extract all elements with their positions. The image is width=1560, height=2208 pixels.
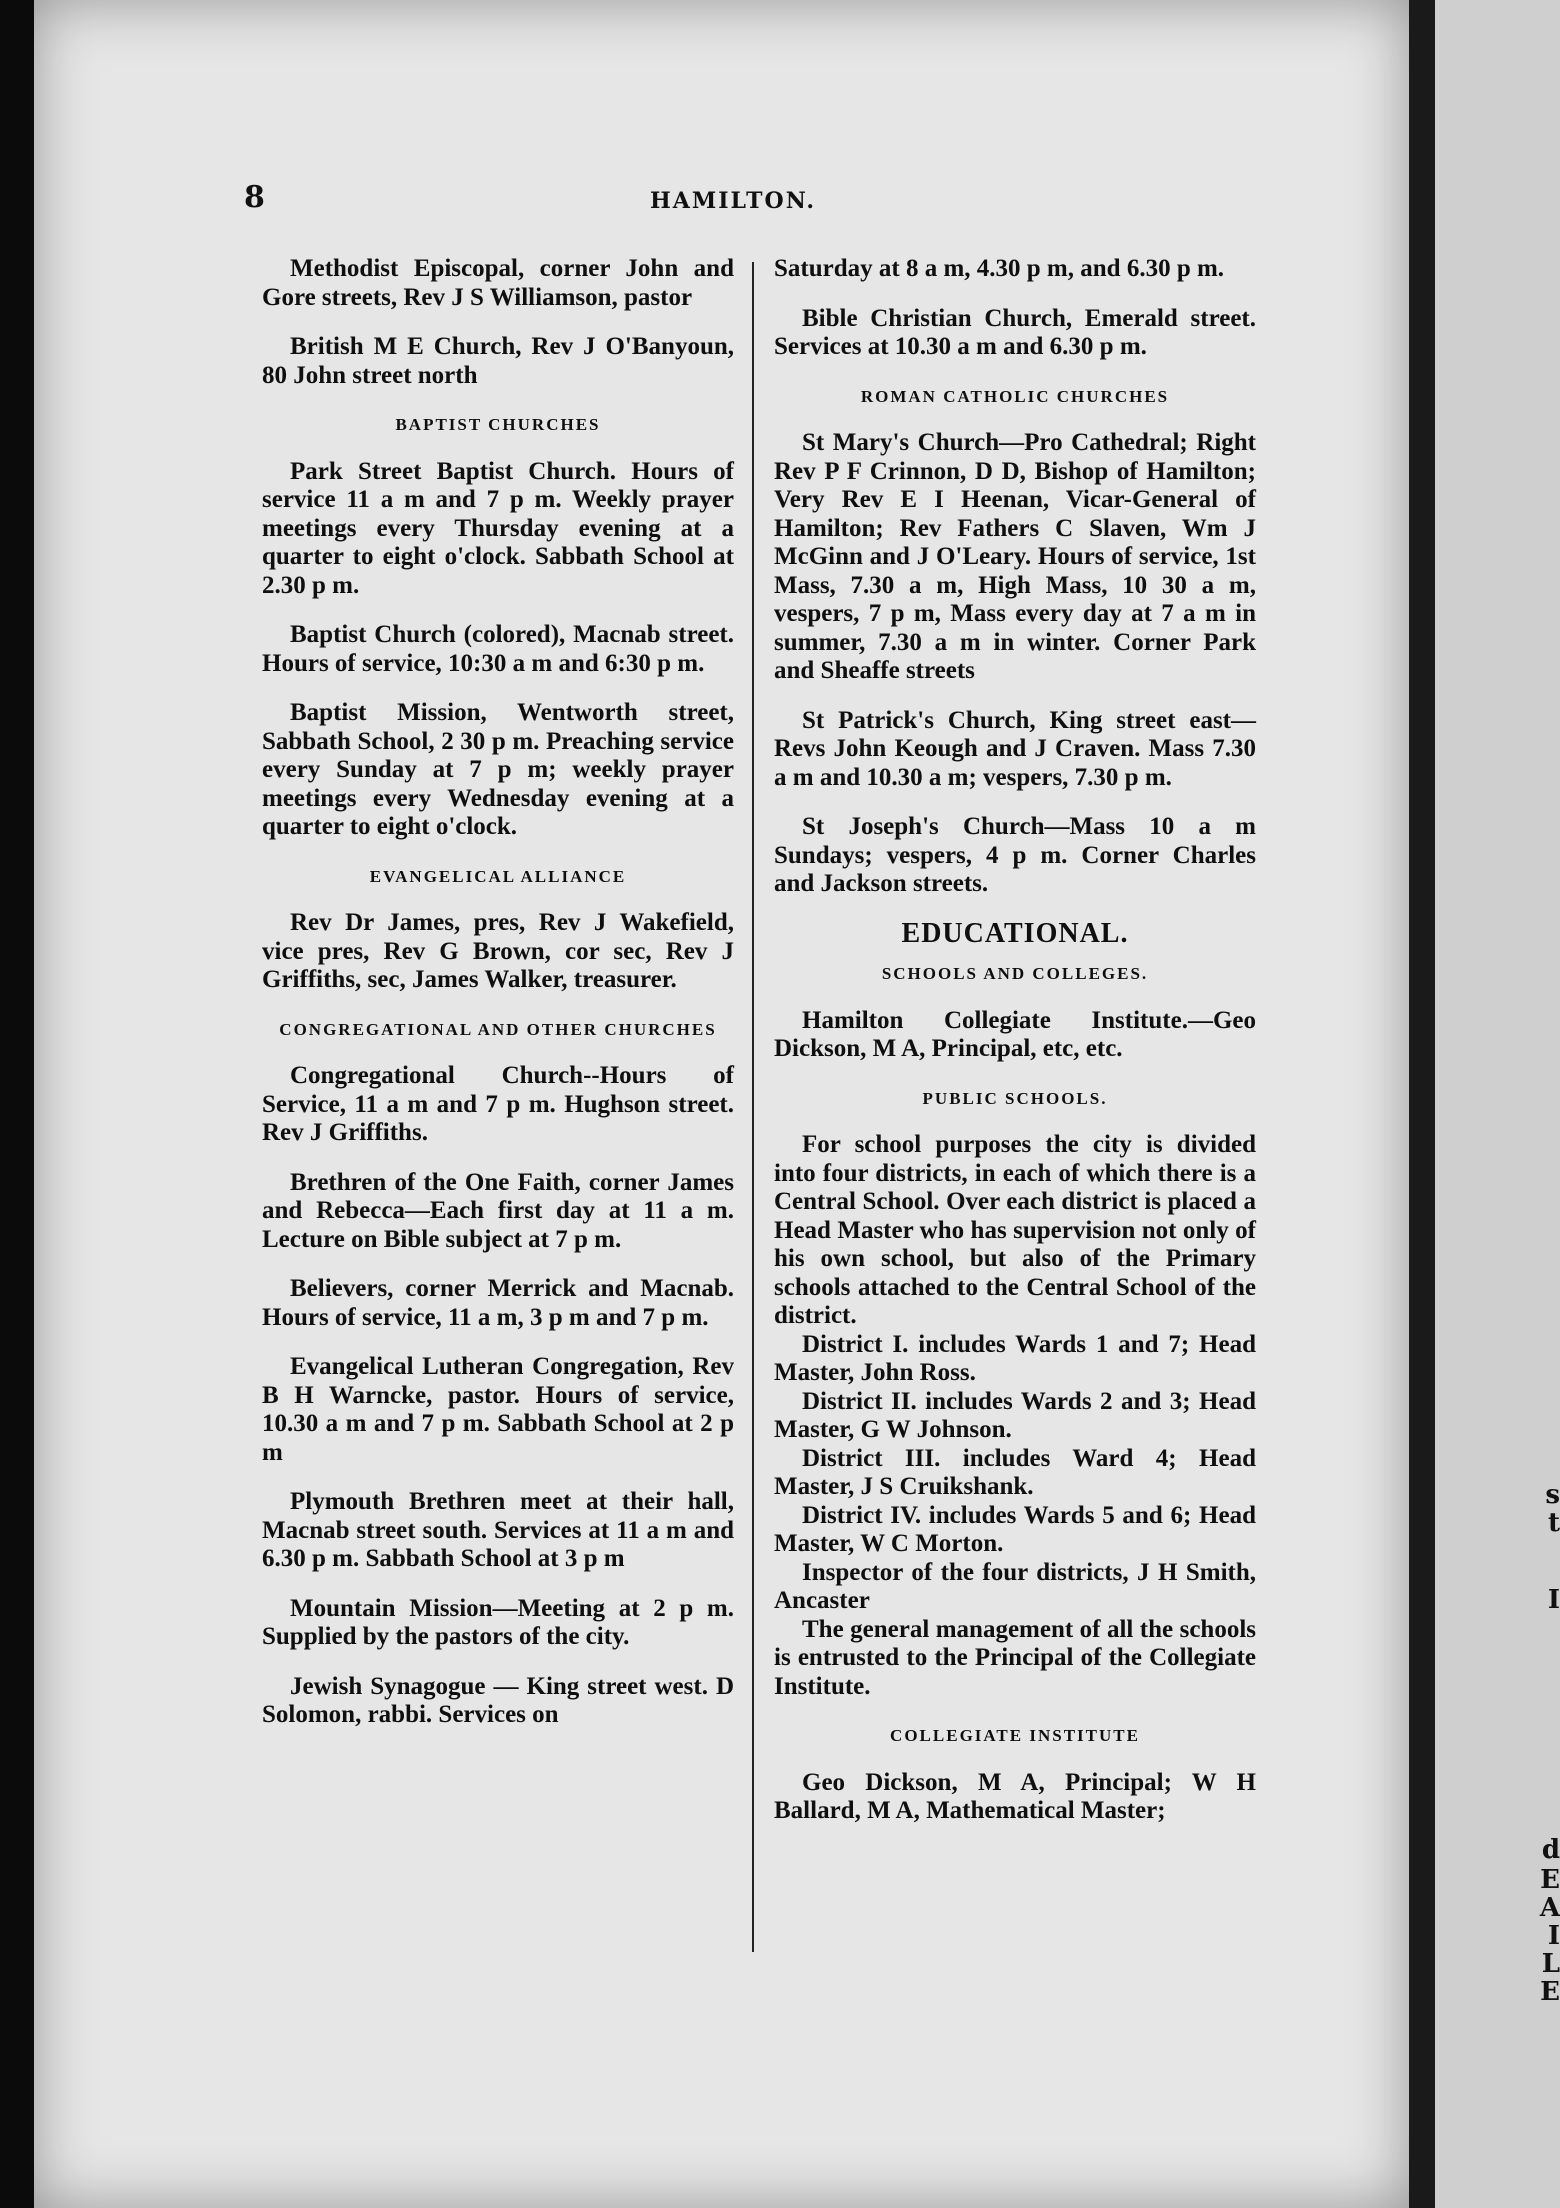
entry-british-me-church: British M E Church, Rev J O'Banyoun, 80 John street north [262, 333, 734, 389]
entry-district-4: District IV. includes Wards 5 and 6; Head Master, W C Morton. [774, 1501, 1256, 1557]
right-column [774, 255, 1256, 1826]
entry-hamilton-collegiate-institute: Hamilton Collegiate Institute.—Geo Dickson, M A, Principal, etc, etc. [774, 1006, 1256, 1062]
page-gutter [1409, 0, 1435, 2208]
next-page-fragment: t [1547, 1508, 1560, 1538]
next-page-fragment: d [1541, 1835, 1560, 1865]
entry-congregational-church: Congregational Church--Hours of Service, 11 a m and 7 p m. Hughson street. Rev J Griffiths. [262, 1062, 734, 1146]
next-page-fragment: A [1539, 1893, 1560, 1923]
entry-district-3: District III. includes Ward 4; Head Master, J S Cruikshank. [774, 1444, 1256, 1500]
entry-baptist-mission: Baptist Mission, Wentworth street, Sabbath School, 2 30 p m. Preaching service every Sunday at 7 p m; weekly prayer meetings every Wednesday evening at a quarter to eight o'clock. [262, 699, 734, 840]
entry-district-1: District I. includes Wards 1 and 7; Head Master, John Ross. [774, 1330, 1256, 1386]
left-column [262, 255, 734, 1730]
entry-st-marys-church: St Mary's Church—Pro Cathedral; Right Rev P F Crinnon, D D, Bishop of Hamilton; Very Rev E I Heenan, Vicar-General of Hamilton; Rev Fathers C Slaven, Wm J McGinn and J O'Leary. Hours of service, 1st Mass, 7.30 a m, High Mass, 10 30 a m, vespers, 7 p m, Mass every day at 7 a m in summer, 7.30 a m in winter. Corner Park and Sheaffe streets [774, 429, 1256, 684]
entry-believers: Believers, corner Merrick and Macnab. Hours of service, 11 a m, 3 p m and 7 p m. [262, 1275, 734, 1331]
column-divider [752, 262, 754, 1952]
entry-mountain-mission: Mountain Mission—Meeting at 2 p m. Supplied by the pastors of the city. [262, 1594, 734, 1650]
entry-st-josephs-church: St Joseph's Church—Mass 10 a m Sundays; vespers, 4 p m. Corner Charles and Jackson streets. [774, 813, 1256, 897]
book-page [34, 0, 1409, 2208]
entry-general-management: The general management of all the schools is entrusted to the Principal of the Collegiate Institute. [774, 1615, 1256, 1700]
entry-district-2: District II. includes Wards 2 and 3; Head Master, G W Johnson. [774, 1387, 1256, 1443]
heading-educational: EDUCATIONAL. [901, 917, 1129, 949]
entry-synagogue-continued: Saturday at 8 a m, 4.30 p m, and 6.30 p m. [774, 255, 1225, 282]
heading-congregational-churches: CONGREGATIONAL AND OTHER CHURCHES [279, 1019, 717, 1039]
heading-schools-and-colleges: SCHOOLS AND COLLEGES. [881, 964, 1149, 983]
heading-roman-catholic-churches: ROMAN CATHOLIC CHURCHES [860, 386, 1170, 406]
entry-school-districts-intro: For school purposes the city is divided into four districts, in each of which there is a Central School. Over each district is placed a Head Master who has supervision not only of his own school, but also of the Primary schools attached to the Central School of the district. [774, 1131, 1256, 1329]
heading-collegiate-institute: COLLEGIATE INSTITUTE [890, 1726, 1140, 1745]
entry-plymouth-brethren: Plymouth Brethren meet at their hall, Macnab street south. Services at 11 a m and 6.30 p m. Sabbath School at 3 p m [262, 1488, 734, 1572]
entry-bible-christian-church: Bible Christian Church, Emerald street. Services at 10.30 a m and 6.30 p m. [774, 304, 1256, 360]
next-page-fragment: E [1540, 1865, 1560, 1895]
entry-evangelical-alliance-officers: Rev Dr James, pres, Rev J Wakefield, vice pres, Rev G Brown, cor sec, Rev J Griffiths, sec, James Walker, treasurer. [262, 909, 734, 993]
entry-methodist-episcopal: Methodist Episcopal, corner John and Gore streets, Rev J S Williamson, pastor [262, 255, 734, 311]
entry-st-patricks-church: St Patrick's Church, King street east—Revs John Keough and J Craven. Mass 7.30 a m and 10.30 a m; vespers, 7.30 p m. [774, 706, 1256, 791]
entry-brethren-one-faith: Brethren of the One Faith, corner James and Rebecca—Each first day at 11 a m. Lecture on Bible subject at 7 p m. [262, 1168, 734, 1253]
entry-baptist-church-colored: Baptist Church (colored), Macnab street. Hours of service, 10:30 a m and 6:30 p m. [262, 621, 734, 677]
running-head: HAMILTON. [650, 188, 817, 214]
page-number: 8 [244, 180, 265, 215]
heading-public-schools: PUBLIC SCHOOLS. [922, 1088, 1108, 1108]
entry-collegiate-staff: Geo Dickson, M A, Principal; W H Ballard, M A, Mathematical Master; [774, 1768, 1256, 1824]
entry-inspector: Inspector of the four districts, J H Smith, Ancaster [774, 1558, 1256, 1614]
next-page-fragment: s [1545, 1480, 1560, 1510]
next-page-fragment: L [1541, 1949, 1560, 1979]
next-page-fragment: I [1547, 1585, 1560, 1615]
heading-baptist-churches: BAPTIST CHURCHES [395, 415, 601, 434]
entry-evangelical-lutheran: Evangelical Lutheran Congregation, Rev B H Warncke, pastor. Hours of service, 10.30 a m and 7 p m. Sabbath School at 2 p m [262, 1353, 734, 1466]
heading-evangelical-alliance: EVANGELICAL ALLIANCE [369, 866, 627, 886]
next-page-fragment: E [1540, 1977, 1560, 2007]
page-header [34, 180, 1409, 220]
next-page-fragment: I [1547, 1921, 1560, 1951]
entry-jewish-synagogue: Jewish Synagogue — King street west. D Solomon, rabbi. Services on [262, 1672, 734, 1728]
entry-park-street-baptist: Park Street Baptist Church. Hours of service 11 a m and 7 p m. Weekly prayer meetings every Thursday evening at a quarter to eight o'clock. Sabbath School at 2.30 p m. [262, 457, 734, 599]
adjacent-page-edge [1435, 0, 1560, 2208]
